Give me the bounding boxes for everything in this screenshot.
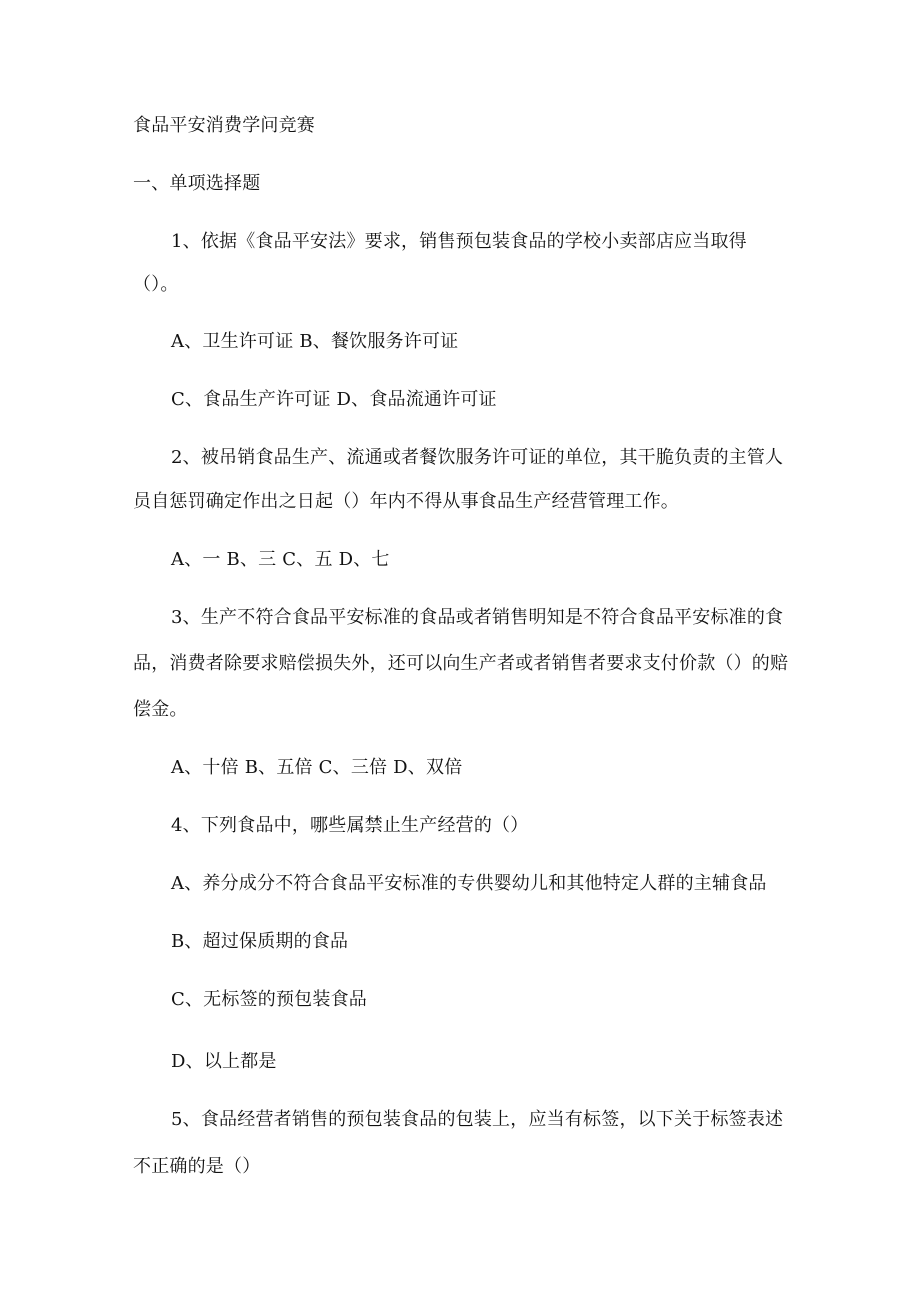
question-1-option-line-2: C、食品生产许可证 D、食品流通许可证 [171,389,497,410]
question-2-line-1: 2、被吊销食品生产、流通或者餐饮服务许可证的单位，其干脆负责的主管人 [171,447,784,468]
question-1-line-2: （）。 [133,274,179,295]
question-5-line-2: 不正确的是（） [133,1156,261,1177]
question-2-line-2: 员自惩罚确定作出之日起（）年内不得从事食品生产经营管理工作。 [133,491,679,512]
section-heading: 一、单项选择题 [133,173,261,194]
question-3-option-line-1: A、十倍 B、五倍 C、三倍 D、双倍 [171,757,463,778]
question-3-line-2: 品，消费者除要求赔偿损失外，还可以向生产者或者销售者要求支付价款（）的赔 [133,653,789,674]
question-1-line-1: 1、依据《食品平安法》要求，销售预包装食品的学校小卖部店应当取得 [171,231,747,252]
question-4-option-a: A、养分成分不符合食品平安标准的专供婴幼儿和其他特定人群的主辅食品 [171,873,767,894]
question-4-option-c: C、无标签的预包装食品 [171,989,367,1010]
question-5-line-1: 5、食品经营者销售的预包装食品的包装上，应当有标签，以下关于标签表述 [171,1109,784,1130]
question-3-line-1: 3、生产不符合食品平安标准的食品或者销售明知是不符合食品平安标准的食 [171,607,784,628]
question-4-option-b: B、超过保质期的食品 [171,931,349,952]
question-4-option-d: D、以上都是 [171,1051,277,1072]
question-1-option-line-1: A、卫生许可证 B、餐饮服务许可证 [171,331,459,352]
document-title: 食品平安消费学问竞赛 [133,115,315,136]
question-3-line-3: 偿金。 [133,699,188,720]
question-4-line-1: 4、下列食品中，哪些属禁止生产经营的（） [171,815,529,836]
question-2-option-line-1: A、一 B、三 C、五 D、七 [171,549,390,570]
